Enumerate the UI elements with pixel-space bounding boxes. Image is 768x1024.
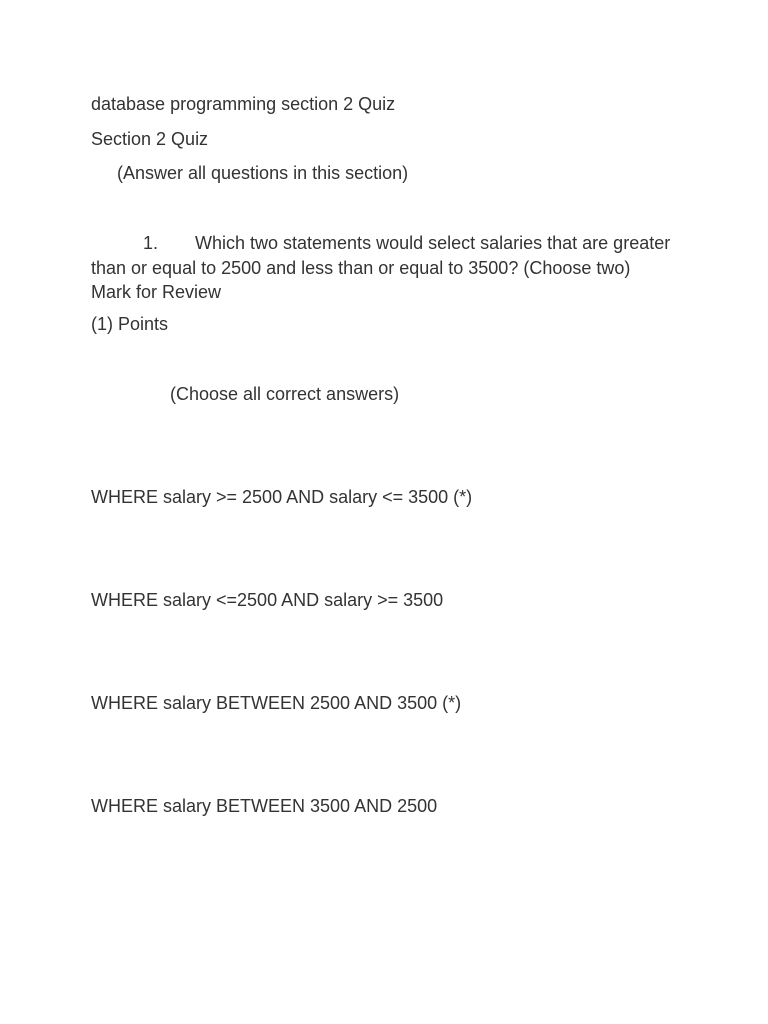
section-heading: Section 2 Quiz bbox=[91, 129, 209, 149]
answer-option[interactable]: WHERE salary <=2500 AND salary >= 3500 bbox=[91, 590, 444, 610]
document-title: database programming section 2 Quiz bbox=[91, 94, 396, 114]
answer-option[interactable]: WHERE salary BETWEEN 3500 AND 2500 bbox=[91, 796, 438, 816]
question-points: (1) Points bbox=[91, 314, 169, 334]
question-block bbox=[91, 231, 691, 305]
answer-option[interactable]: WHERE salary >= 2500 AND salary <= 3500 (*) bbox=[91, 487, 473, 507]
mark-for-review-link[interactable]: Mark for Review bbox=[91, 282, 222, 302]
question-text: Which two statements would select salaries that are greater than or equal to 2500 and less than or equal to 3500? (Choose two) bbox=[91, 233, 671, 278]
section-instructions: (Answer all questions in this section) bbox=[117, 163, 409, 183]
answer-hint: (Choose all correct answers) bbox=[170, 384, 400, 404]
answer-option[interactable]: WHERE salary BETWEEN 2500 AND 3500 (*) bbox=[91, 693, 462, 713]
question-number: 1. bbox=[143, 233, 159, 253]
